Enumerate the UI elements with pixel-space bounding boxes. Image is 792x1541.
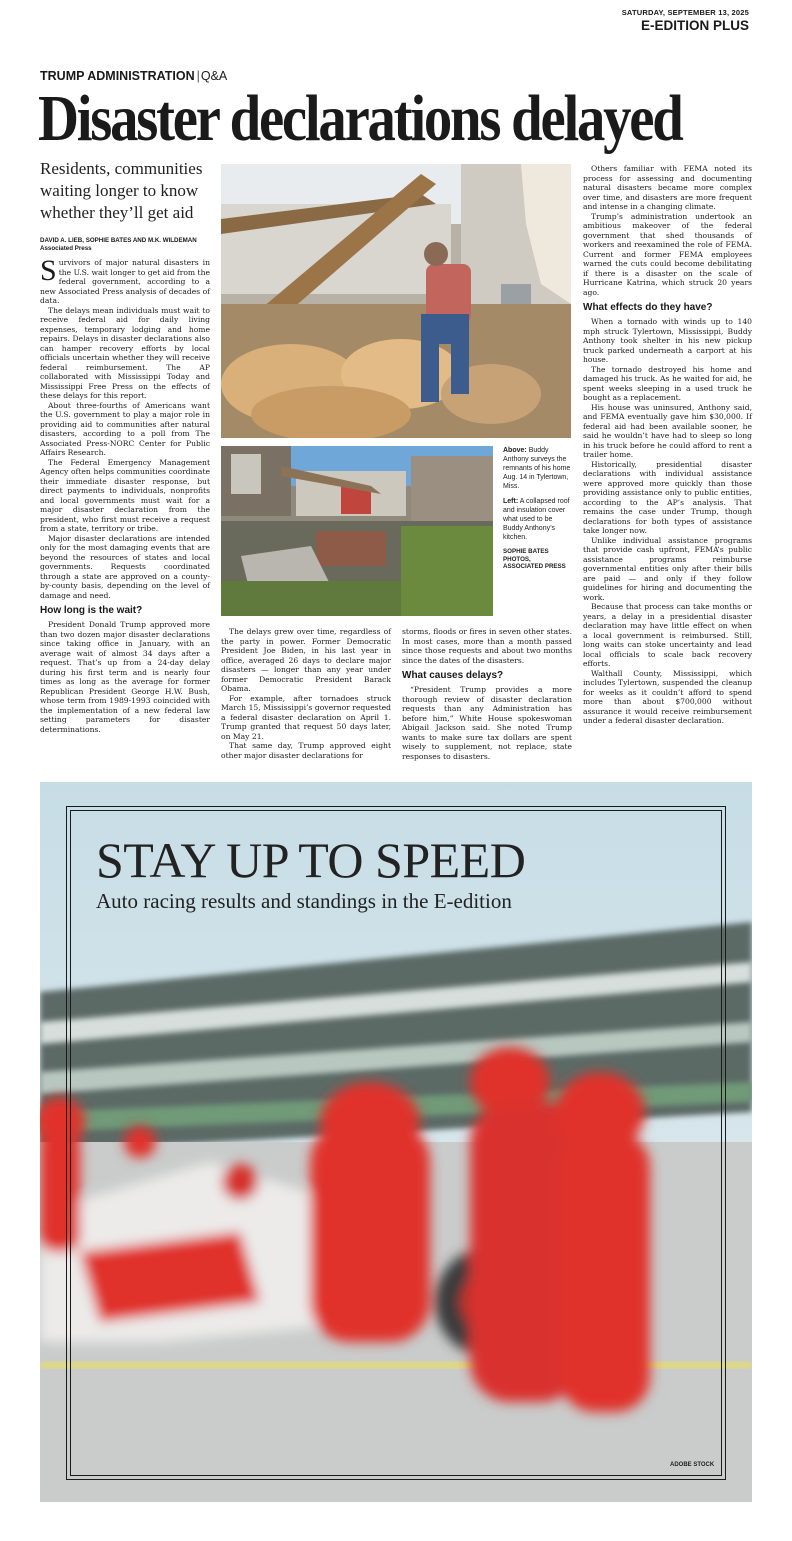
issue-date: SATURDAY, SEPTEMBER 13, 2025 [621,8,749,17]
paragraph: Major disaster declarations are intended only for the most damaging events that are beyond the resources of states and local governments. Requests coordinated through a state are approved on a county-by-county basis, depending on the level of damage and need. [40,533,210,600]
ad-title: STAY UP TO SPEED [96,832,526,888]
subhead-causes: What causes delays? [402,670,504,681]
article-column-2 [221,627,391,760]
photo-captions [503,446,573,571]
paragraph: His house was uninsured, Anthony said, and FEMA eventually gave him $30,000. If federal aid had been available sooner, he said he wouldn’t have had to sleep so long in his truck before he could afford to rent a trailer home. [583,402,752,459]
paragraph: Others familiar with FEMA noted its process for assessing and documenting natural disasters became more complex over time, and disasters are more frequent and intense in a changing climate. [583,164,752,211]
subhead-effects: What effects do they have? [583,302,713,313]
article-column-4 [583,164,752,726]
edition-name: E-EDITION PLUS [640,18,749,33]
dek: Residents, communities waiting longer to know whether they’ll get aid [40,159,203,222]
paragraph: For example, after tornadoes struck March 15, Mississippi’s governor requested a federal disaster declaration on April 1. Trump granted that request 50 days later, on May 21. [221,693,391,741]
section-label: TRUMP ADMINISTRATION [40,69,195,83]
paragraph: Because that process can take months or years, a delay in a presidential disaster declaration may have little effect on when a local government is reimbursed. Still, long waits can stoke uncertainty and lead local officials to scale back recovery efforts. [583,602,752,668]
subhead-wait: How long is the wait? [40,605,143,616]
paragraph: When a tornado with winds up to 140 mph struck Tylertown, Mississippi, Buddy Anthony took shelter in his new pickup truck parked underneath a carport at his house. [583,317,752,364]
paragraph: About three-fourths of Americans want the U.S. government to play a major role in providing aid to communities after natural disasters, according to a poll from The Associated Press-NORC Center for Public Affairs Research. [40,400,210,457]
paragraph: Walthall County, Mississippi, which includes Tylertown, suspended the cleanup for weeks as it couldn’t afford to spend more than about $700,000 without assurance it would receive reimbursement under a federal disaster declaration. [583,668,752,725]
paragraph: The delays mean individuals must wait to receive federal aid for daily living expenses, temporary lodging and home repairs. Delays in disaster declarations also can hamper recovery efforts by local officials uncertain whether they will receive federal reimbursement. The AP collaborated with Mississippi Today and Mississippi Free Press on the effects of these delays for this report. [40,305,210,400]
byline-organization: Associated Press [40,245,92,252]
byline-authors: DAVID A. LIEB, SOPHIE BATES AND M.K. WILDEMAN [40,237,197,244]
promo-ad[interactable] [40,782,752,1502]
main-photo [221,164,571,438]
masthead [622,8,749,33]
photo-credit: SOPHIE BATES PHOTOS, ASSOCIATED PRESS [503,548,566,570]
byline [40,237,215,253]
paragraph: The Federal Emergency Management Agency often helps communities coordinate their immediate disaster response, but direct payments to individuals, nonprofits and local governments must wait for a major disaster declaration from the president, who first must receive a request from a state, territory or tribe. [40,457,210,533]
paragraph: President Donald Trump approved more than two dozen major disaster declarations since taking office in January, with an average wait of almost 34 days after a request. That’s up from a 24-day delay during his first term and is nearly four times as long as the average for former Republican President George H.W. Bush, whose term from 1989-1993 coincided with the implementation of a new federal law setting parameters for disaster determinations. [40,620,210,734]
ad-subtitle: Auto racing results and standings in the E-edition [96,889,512,913]
paragraph: “President Trump provides a more thorough review of disaster declaration requests than any Administration has before him,” White House spokeswoman Abigail Jackson said. She noted Trump wants to make sure tax dollars are spent wisely to supplement, not replace, state responses to disasters. [402,685,572,761]
photo-collapsed-kitchen [221,446,493,616]
format-label: Q&A [200,69,228,83]
paragraph: Unlike individual assistance programs that provide cash upfront, FEMA’s public assistance programs reimburse governmental entities only after their bills are paid — and only if they follow guidelines for hiring and documenting the work. [583,535,752,602]
paragraph: The delays grew over time, regardless of the party in power. Former Democratic President Joe Biden, in his last year in office, averaged 26 days to declare major disasters — longer than any year under former Democratic President Barack Obama. [221,627,391,693]
paragraph: storms, floods or fires in seven other states. In most cases, more than a month passed since those requests and about two months since the dates of the disasters. [402,627,572,665]
secondary-photo [221,446,493,616]
kicker-separator: | [196,69,200,83]
headline: Disaster declarations delayed [38,82,682,155]
article-column-1 [40,254,210,734]
caption-left: Left: A collapsed roof and insulation cover what used to be Buddy Anthony’s kitchen. [503,498,570,541]
ad-image-credit: ADOBE STOCK [670,1462,715,1468]
dropcap: S [40,254,57,287]
caption-above: Above: Buddy Anthony surveys the remnants of his home Aug. 14 in Tylertown, Miss. [503,447,571,490]
paragraph: Trump’s administration undertook an ambitious makeover of the federal government that shed thousands of workers and reexamined the role of FEMA. Current and former FEMA employees warned the cuts could become debilitating if there is a disaster on the scale of Hurricane Katrina, which struck 20 years ago. [583,211,752,297]
article-column-3 [402,627,572,761]
photo-damaged-home [221,164,571,438]
section-kicker [40,69,227,83]
paragraph: Historically, presidential disaster declarations with individual assistance were approved more quickly than those providing assistance only to public entities, according to the AP’s analysis. That remains the case under Trump, though declarations for both types of assistance take longer now. [583,459,752,535]
paragraph: That same day, Trump approved eight other major disaster declarations for [221,741,391,760]
paragraph: The tornado destroyed his home and damaged his truck. As he waited for aid, he spent weeks sleeping in a used truck he bought as a replacement. [583,364,752,402]
lead-paragraph: Survivors of major natural disasters in the U.S. wait longer to get aid from the federal government, according to a new Associated Press analysis of decades of data. [40,254,210,305]
